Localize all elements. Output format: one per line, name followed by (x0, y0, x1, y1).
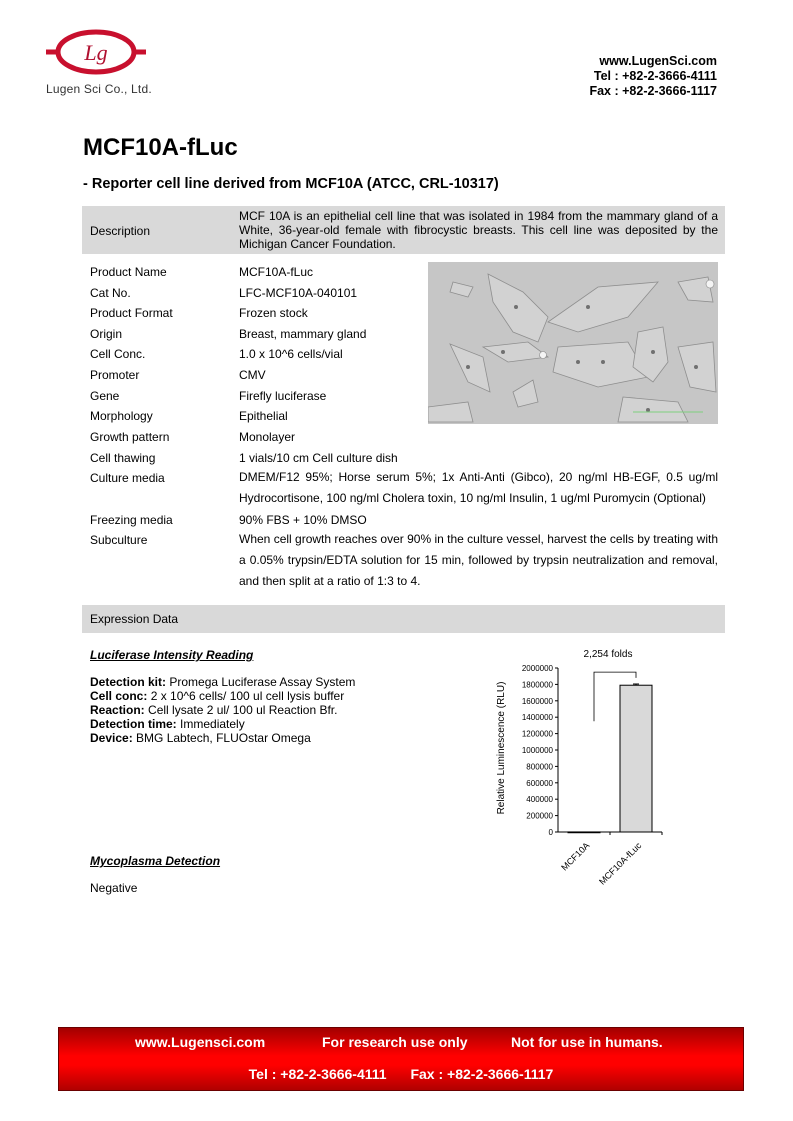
footer-humans-note: Not for use in humans. (511, 1034, 663, 1050)
detail-detection-time: Detection time: Immediately (90, 717, 245, 731)
spec-label-promoter: Promoter (90, 368, 140, 382)
logo-monogram: Lg (84, 40, 108, 65)
luminescence-bar-chart (490, 640, 690, 900)
spec-value-promoter: CMV (239, 368, 266, 382)
svg-text:MCF10A: MCF10A (559, 840, 592, 873)
description-label: Description (90, 224, 151, 238)
detail-detection-kit: Detection kit: Promega Luciferase Assay System (90, 675, 356, 689)
spec-label-cell-conc: Cell Conc. (90, 347, 146, 361)
svg-text:600000: 600000 (526, 778, 553, 788)
spec-value-origin: Breast, mammary gland (239, 327, 367, 341)
header-tel: Tel : +82-2-3666-4111 (593, 69, 717, 83)
spec-label-thawing: Cell thawing (90, 451, 156, 465)
svg-text:1200000: 1200000 (521, 729, 553, 739)
footer-banner (58, 1027, 744, 1091)
spec-label-growth: Growth pattern (90, 430, 170, 444)
spec-label-freezing: Freezing media (90, 513, 173, 527)
spec-label-subculture: Subculture (90, 533, 148, 547)
spec-value-cat-no: LFC-MCF10A-040101 (239, 286, 358, 300)
svg-text:200000: 200000 (526, 811, 553, 821)
detail-device: Device: BMG Labtech, FLUOstar Omega (90, 731, 311, 745)
spec-value-subculture: When cell growth reaches over 90% in the culture vessel, harvest the cells by treating with a 0.05% trypsin/EDTA solution for 15 min, followed by trypsin neutralization and removal, and then split at a ratio of 1:3 to 4. (239, 532, 718, 588)
svg-text:800000: 800000 (526, 762, 553, 772)
spec-value-cell-conc: 1.0 x 10^6 cells/vial (239, 347, 343, 361)
spec-value-growth: Monolayer (239, 430, 296, 444)
spec-value-thawing: 1 vials/10 cm Cell culture dish (239, 451, 398, 465)
cell-micrograph-image (428, 262, 718, 424)
detail-reaction: Reaction: Cell lysate 2 ul/ 100 ul Reaction Bfr. (90, 703, 338, 717)
svg-text:0: 0 (548, 828, 553, 837)
header-website[interactable]: www.LugenSci.com (599, 54, 717, 68)
company-name: Lugen Sci Co., Ltd. (46, 82, 152, 96)
svg-text:1400000: 1400000 (521, 713, 553, 723)
spec-value-culture-media: DMEM/F12 95%; Horse serum 5%; 1x Anti-Anti (Gibco), 20 ng/ml HB-EGF, 0.5 ug/ml Hydrocortisone, 100 ng/ml Cholera toxin, 10 ng/ml Insulin, 1 ug/ml Puromycin (Optional) (239, 470, 718, 505)
footer-research-note: For research use only (322, 1034, 468, 1050)
svg-text:2000000: 2000000 (521, 664, 553, 673)
spec-label-morphology: Morphology (90, 409, 153, 423)
svg-text:400000: 400000 (526, 795, 553, 805)
spec-label-format: Product Format (90, 306, 173, 320)
footer-fax: Fax : +82-2-3666-1117 (410, 1066, 554, 1082)
spec-label-gene: Gene (90, 389, 120, 403)
detail-cell-conc: Cell conc: 2 x 10^6 cells/ 100 ul cell lysis buffer (90, 689, 345, 703)
header-contact (589, 54, 717, 99)
detection-details (90, 675, 355, 745)
expression-label: Expression Data (90, 612, 179, 626)
spec-value-product-name: MCF10A-fLuc (239, 265, 314, 279)
fold-annotation: 2,254 folds (583, 649, 633, 660)
footer-tel: Tel : +82-2-3666-4111 (248, 1066, 387, 1082)
spec-value-gene: Firefly luciferase (239, 389, 327, 403)
cell-micrograph (428, 262, 718, 424)
spec-label-cat-no: Cat No. (90, 286, 131, 300)
header-fax: Fax : +82-2-3666-1117 (589, 84, 717, 98)
spec-label-origin: Origin (90, 327, 123, 341)
spec-value-morphology: Epithelial (239, 409, 288, 423)
mycoplasma-heading: Mycoplasma Detection (90, 854, 221, 868)
spec-value-format: Frozen stock (239, 306, 308, 320)
y-axis-label: Relative Luminescence (RLU) (496, 681, 507, 815)
description-text: MCF 10A is an epithelial cell line that was isolated in 1984 from the mammary gland of a White, 36-year-old female with fibrocystic breasts. This cell line was deposited by the Michigan Cancer Foundation. (239, 209, 718, 251)
x-axis-labels (559, 840, 644, 887)
svg-text:1000000: 1000000 (521, 746, 553, 755)
footer-website[interactable]: www.Lugensci.com (135, 1034, 266, 1050)
svg-text:1800000: 1800000 (521, 680, 553, 690)
lugen-logo-icon (46, 24, 146, 84)
luminescence-chart-svg (490, 640, 690, 900)
spec-label-product-name: Product Name (90, 265, 167, 279)
luciferase-heading: Luciferase Intensity Reading (90, 648, 254, 662)
product-title: MCF10A-fLuc (83, 134, 238, 161)
product-subtitle: - Reporter cell line derived from MCF10A (ATCC, CRL-10317) (83, 176, 499, 192)
spec-value-freezing: 90% FBS + 10% DMSO (239, 513, 367, 527)
svg-text:MCF10A-fLuc: MCF10A-fLuc (597, 840, 644, 887)
mycoplasma-result: Negative (90, 881, 138, 895)
expression-band (82, 605, 725, 633)
svg-text:1600000: 1600000 (521, 696, 553, 706)
spec-label-culture-media: Culture media (90, 471, 165, 485)
chart-bars (568, 672, 652, 833)
